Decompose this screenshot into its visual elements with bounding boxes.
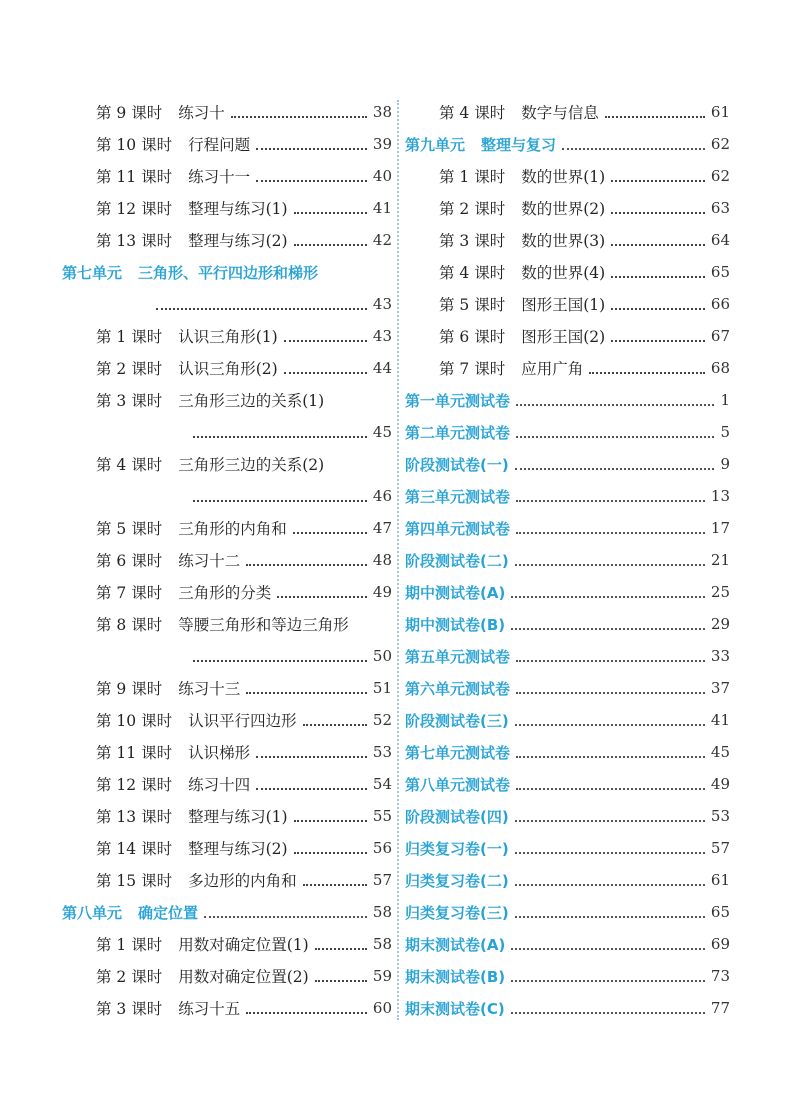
dot-leader <box>511 1011 705 1014</box>
page-number: 52 <box>372 711 392 729</box>
entry-title: 第七单元测试卷 <box>405 743 511 762</box>
toc-entry[interactable] <box>62 320 392 352</box>
entry-title: 用数对确定位置(2) <box>178 968 309 986</box>
page-number: 77 <box>710 999 730 1017</box>
page-number: 73 <box>710 967 730 985</box>
entry-title: 整理与练习(2) <box>188 840 288 858</box>
toc-entry[interactable] <box>62 288 392 320</box>
entry-title: 期中测试卷(B) <box>405 615 506 634</box>
entry-title: 归类复习卷(三) <box>405 903 509 922</box>
page-number: 38 <box>372 103 392 121</box>
dot-leader <box>516 659 705 662</box>
lesson-label: 第 6 课时 <box>439 328 506 346</box>
toc-test-entry[interactable] <box>405 832 730 864</box>
toc-entry[interactable] <box>62 224 392 256</box>
entry-title: 三角形、平行四边形和梯形 <box>138 263 319 282</box>
dot-leader <box>562 147 705 150</box>
entry-title: 第五单元测试卷 <box>405 647 511 666</box>
entry-title: 三角形三边的关系(1) <box>178 392 325 410</box>
page-number: 13 <box>710 487 730 505</box>
toc-entry[interactable] <box>62 448 392 480</box>
page-number: 17 <box>710 519 730 537</box>
lesson-label: 第 12 课时 <box>96 200 173 218</box>
toc-test-entry[interactable] <box>405 672 730 704</box>
entry-title: 练习十四 <box>188 776 251 794</box>
entry-title: 三角形的内角和 <box>178 520 287 538</box>
entry-title: 图形王国(2) <box>521 328 606 346</box>
page-number: 61 <box>710 103 730 121</box>
toc-entry[interactable] <box>62 384 392 416</box>
dot-leader <box>511 627 705 630</box>
toc-entry[interactable] <box>62 960 392 992</box>
page-number: 9 <box>720 455 730 473</box>
page-number: 49 <box>372 583 392 601</box>
dot-leader <box>516 499 705 502</box>
entry-title: 数的世界(1) <box>521 168 606 186</box>
lesson-label: 第 9 课时 <box>96 680 163 698</box>
page-number: 53 <box>372 743 392 761</box>
page-number: 29 <box>710 615 730 633</box>
column-divider <box>397 100 399 1020</box>
toc-test-entry[interactable] <box>405 448 730 480</box>
toc-entry[interactable] <box>62 768 392 800</box>
page-number: 59 <box>372 967 392 985</box>
toc-test-entry[interactable] <box>405 768 730 800</box>
page-number: 43 <box>372 327 392 345</box>
dot-leader <box>515 563 705 566</box>
entry-title: 练习十 <box>178 104 225 122</box>
toc-test-entry[interactable] <box>405 576 730 608</box>
lesson-label: 第 3 课时 <box>439 232 506 250</box>
dot-leader <box>515 851 705 854</box>
entry-title: 认识梯形 <box>188 744 251 762</box>
entry-title: 多边形的内角和 <box>188 872 297 890</box>
toc-test-entry[interactable] <box>405 384 730 416</box>
entry-title: 行程问题 <box>188 136 251 154</box>
entry-title: 图形王国(1) <box>521 296 606 314</box>
dot-leader <box>515 819 705 822</box>
entry-title: 整理与练习(2) <box>188 232 288 250</box>
entry-title: 数的世界(4) <box>521 264 606 282</box>
dot-leader <box>156 307 367 310</box>
dot-leader <box>516 691 705 694</box>
toc-entry[interactable] <box>62 736 392 768</box>
dot-leader <box>516 531 705 534</box>
dot-leader <box>605 115 705 118</box>
toc-test-entry[interactable] <box>405 512 730 544</box>
page-number: 40 <box>372 167 392 185</box>
page-number: 25 <box>710 583 730 601</box>
lesson-label: 第 1 课时 <box>96 936 163 954</box>
dot-leader <box>589 371 705 374</box>
page-number: 65 <box>710 903 730 921</box>
entry-title: 第三单元测试卷 <box>405 487 511 506</box>
toc-entry[interactable] <box>62 128 392 160</box>
toc-test-entry[interactable] <box>405 640 730 672</box>
entry-title: 第四单元测试卷 <box>405 519 511 538</box>
lesson-label: 第 10 课时 <box>96 136 173 154</box>
toc-unit-heading[interactable] <box>62 896 392 928</box>
unit-label: 第九单元 <box>405 135 466 154</box>
page-number: 5 <box>720 423 730 441</box>
toc-test-entry[interactable] <box>405 416 730 448</box>
entry-title: 确定位置 <box>138 903 199 922</box>
toc-entry[interactable] <box>62 96 392 128</box>
lesson-label: 第 7 课时 <box>96 584 163 602</box>
page-number: 67 <box>710 327 730 345</box>
toc-entry[interactable] <box>62 416 392 448</box>
entry-title: 数的世界(3) <box>521 232 606 250</box>
entry-title: 三角形三边的关系(2) <box>178 456 325 474</box>
lesson-label: 第 11 课时 <box>96 168 173 186</box>
lesson-label: 第 5 课时 <box>439 296 506 314</box>
lesson-label: 第 2 课时 <box>439 200 506 218</box>
entry-title: 期末测试卷(C) <box>405 999 505 1018</box>
dot-leader <box>511 947 705 950</box>
toc-left-column <box>62 96 392 1024</box>
toc-entry[interactable] <box>62 832 392 864</box>
dot-leader <box>611 179 705 182</box>
dot-leader <box>294 243 367 246</box>
page-number: 69 <box>710 935 730 953</box>
toc-test-entry[interactable] <box>405 608 730 640</box>
toc-entry[interactable] <box>405 288 730 320</box>
lesson-label: 第 1 课时 <box>439 168 506 186</box>
toc-entry[interactable] <box>62 992 392 1024</box>
entry-title: 第一单元测试卷 <box>405 391 511 410</box>
page-number: 56 <box>372 839 392 857</box>
page-number: 62 <box>710 167 730 185</box>
toc-entry[interactable] <box>62 640 392 672</box>
page-number: 57 <box>710 839 730 857</box>
lesson-label: 第 12 课时 <box>96 776 173 794</box>
entry-title: 认识三角形(2) <box>178 360 278 378</box>
unit-label: 第七单元 <box>62 263 123 282</box>
page-number: 62 <box>710 135 730 153</box>
dot-leader <box>256 179 367 182</box>
lesson-label: 第 4 课时 <box>96 456 163 474</box>
page-number: 50 <box>372 647 392 665</box>
lesson-label: 第 4 课时 <box>439 104 506 122</box>
page-number: 44 <box>372 359 392 377</box>
dot-leader <box>246 1011 367 1014</box>
page-number: 60 <box>372 999 392 1017</box>
dot-leader <box>315 979 367 982</box>
dot-leader <box>284 371 367 374</box>
entry-title: 第八单元测试卷 <box>405 775 511 794</box>
page-number: 43 <box>372 295 392 313</box>
toc-test-entry[interactable] <box>405 960 730 992</box>
lesson-label: 第 4 课时 <box>439 264 506 282</box>
entry-title: 期中测试卷(A) <box>405 583 506 602</box>
page-number: 53 <box>710 807 730 825</box>
page-number: 48 <box>372 551 392 569</box>
dot-leader <box>611 307 705 310</box>
entry-title: 阶段测试卷(二) <box>405 551 509 570</box>
page-number: 61 <box>710 871 730 889</box>
entry-title: 期末测试卷(A) <box>405 935 506 954</box>
page-number: 58 <box>372 903 392 921</box>
page-number: 41 <box>372 199 392 217</box>
toc-test-entry[interactable] <box>405 704 730 736</box>
dot-leader <box>193 499 367 502</box>
dot-leader <box>294 211 367 214</box>
dot-leader <box>303 883 367 886</box>
dot-leader <box>303 723 367 726</box>
lesson-label: 第 15 课时 <box>96 872 173 890</box>
lesson-label: 第 13 课时 <box>96 808 173 826</box>
dot-leader <box>611 275 705 278</box>
lesson-label: 第 6 课时 <box>96 552 163 570</box>
page-number: 49 <box>710 775 730 793</box>
dot-leader <box>294 851 367 854</box>
page-number: 37 <box>710 679 730 697</box>
entry-title: 练习十一 <box>188 168 251 186</box>
dot-leader <box>516 435 714 438</box>
toc-test-entry[interactable] <box>405 896 730 928</box>
lesson-label: 第 8 课时 <box>96 616 163 634</box>
toc-unit-heading[interactable] <box>62 256 392 288</box>
entry-title: 练习十五 <box>178 1000 241 1018</box>
entry-title: 阶段测试卷(一) <box>405 455 509 474</box>
entry-title: 整理与练习(1) <box>188 200 288 218</box>
entry-title: 练习十二 <box>178 552 241 570</box>
toc-entry[interactable] <box>62 576 392 608</box>
toc-test-entry[interactable] <box>405 480 730 512</box>
entry-title: 数的世界(2) <box>521 200 606 218</box>
page-number: 68 <box>710 359 730 377</box>
toc-right-column <box>405 96 730 1024</box>
dot-leader <box>293 531 367 534</box>
lesson-label: 第 14 课时 <box>96 840 173 858</box>
entry-title: 阶段测试卷(三) <box>405 711 509 730</box>
dot-leader <box>511 595 705 598</box>
dot-leader <box>516 755 705 758</box>
page-number: 58 <box>372 935 392 953</box>
page-number: 47 <box>372 519 392 537</box>
entry-title: 应用广角 <box>521 360 584 378</box>
lesson-label: 第 9 课时 <box>96 104 163 122</box>
entry-title: 期末测试卷(B) <box>405 967 506 986</box>
page-number: 46 <box>372 487 392 505</box>
entry-title: 等腰三角形和等边三角形 <box>178 616 349 634</box>
toc-entry[interactable] <box>62 160 392 192</box>
toc-test-entry[interactable] <box>405 928 730 960</box>
entry-title: 认识平行四边形 <box>188 712 297 730</box>
dot-leader <box>516 787 705 790</box>
page-number: 42 <box>372 231 392 249</box>
dot-leader <box>193 659 367 662</box>
dot-leader <box>246 691 367 694</box>
toc-entry[interactable] <box>62 928 392 960</box>
lesson-label: 第 11 课时 <box>96 744 173 762</box>
lesson-label: 第 7 课时 <box>439 360 506 378</box>
dot-leader <box>204 915 367 918</box>
toc-entry[interactable] <box>405 352 730 384</box>
toc-entry[interactable] <box>62 192 392 224</box>
toc-test-entry[interactable] <box>405 544 730 576</box>
page-number: 63 <box>710 199 730 217</box>
page-number: 39 <box>372 135 392 153</box>
page-number: 51 <box>372 679 392 697</box>
toc-entry[interactable] <box>62 544 392 576</box>
dot-leader <box>256 147 367 150</box>
dot-leader <box>315 947 367 950</box>
toc-unit-heading[interactable] <box>405 128 730 160</box>
toc-entry[interactable] <box>405 160 730 192</box>
entry-title: 归类复习卷(二) <box>405 871 509 890</box>
dot-leader <box>515 723 705 726</box>
dot-leader <box>256 755 367 758</box>
entry-title: 三角形的分类 <box>178 584 272 602</box>
dot-leader <box>611 211 705 214</box>
toc-test-entry[interactable] <box>405 992 730 1024</box>
dot-leader <box>511 979 705 982</box>
entry-title: 认识三角形(1) <box>178 328 278 346</box>
dot-leader <box>246 563 367 566</box>
toc-entry[interactable] <box>62 352 392 384</box>
page-number: 65 <box>710 263 730 281</box>
toc-entry[interactable] <box>62 864 392 896</box>
page-number: 45 <box>710 743 730 761</box>
page-number: 33 <box>710 647 730 665</box>
page-number: 54 <box>372 775 392 793</box>
dot-leader <box>515 883 705 886</box>
entry-title: 整理与练习(1) <box>188 808 288 826</box>
lesson-label: 第 5 课时 <box>96 520 163 538</box>
lesson-label: 第 2 课时 <box>96 968 163 986</box>
lesson-label: 第 10 课时 <box>96 712 173 730</box>
lesson-label: 第 13 课时 <box>96 232 173 250</box>
toc-entry[interactable] <box>62 512 392 544</box>
page-number: 64 <box>710 231 730 249</box>
toc-entry[interactable] <box>62 704 392 736</box>
lesson-label: 第 3 课时 <box>96 392 163 410</box>
lesson-label: 第 2 课时 <box>96 360 163 378</box>
page-number: 55 <box>372 807 392 825</box>
dot-leader <box>193 435 367 438</box>
dot-leader <box>515 467 715 470</box>
entry-title: 练习十三 <box>178 680 241 698</box>
page-number: 66 <box>710 295 730 313</box>
toc-test-entry[interactable] <box>405 736 730 768</box>
dot-leader <box>611 243 705 246</box>
entry-title: 用数对确定位置(1) <box>178 936 309 954</box>
unit-label: 第八单元 <box>62 903 123 922</box>
toc-entry[interactable] <box>405 192 730 224</box>
toc-test-entry[interactable] <box>405 800 730 832</box>
page-number: 57 <box>372 871 392 889</box>
toc-test-entry[interactable] <box>405 864 730 896</box>
dot-leader <box>294 819 367 822</box>
toc-entry[interactable] <box>405 96 730 128</box>
page-number: 21 <box>710 551 730 569</box>
dot-leader <box>256 787 367 790</box>
entry-title: 第二单元测试卷 <box>405 423 511 442</box>
dot-leader <box>611 339 705 342</box>
entry-title: 归类复习卷(一) <box>405 839 509 858</box>
lesson-label: 第 3 课时 <box>96 1000 163 1018</box>
dot-leader <box>516 403 714 406</box>
dot-leader <box>284 339 367 342</box>
toc-entry[interactable] <box>62 800 392 832</box>
dot-leader <box>515 915 705 918</box>
page-number: 41 <box>710 711 730 729</box>
toc-entry[interactable] <box>62 608 392 640</box>
dot-leader <box>231 115 367 118</box>
lesson-label: 第 1 课时 <box>96 328 163 346</box>
page-number: 1 <box>720 391 730 409</box>
toc-entry[interactable] <box>62 480 392 512</box>
dot-leader <box>277 595 367 598</box>
entry-title: 数字与信息 <box>521 104 599 122</box>
page-number: 45 <box>372 423 392 441</box>
entry-title: 整理与复习 <box>481 135 557 154</box>
entry-title: 第六单元测试卷 <box>405 679 511 698</box>
toc-entry[interactable] <box>405 320 730 352</box>
toc-entry[interactable] <box>405 224 730 256</box>
entry-title: 阶段测试卷(四) <box>405 807 509 826</box>
toc-entry[interactable] <box>405 256 730 288</box>
toc-entry[interactable] <box>62 672 392 704</box>
